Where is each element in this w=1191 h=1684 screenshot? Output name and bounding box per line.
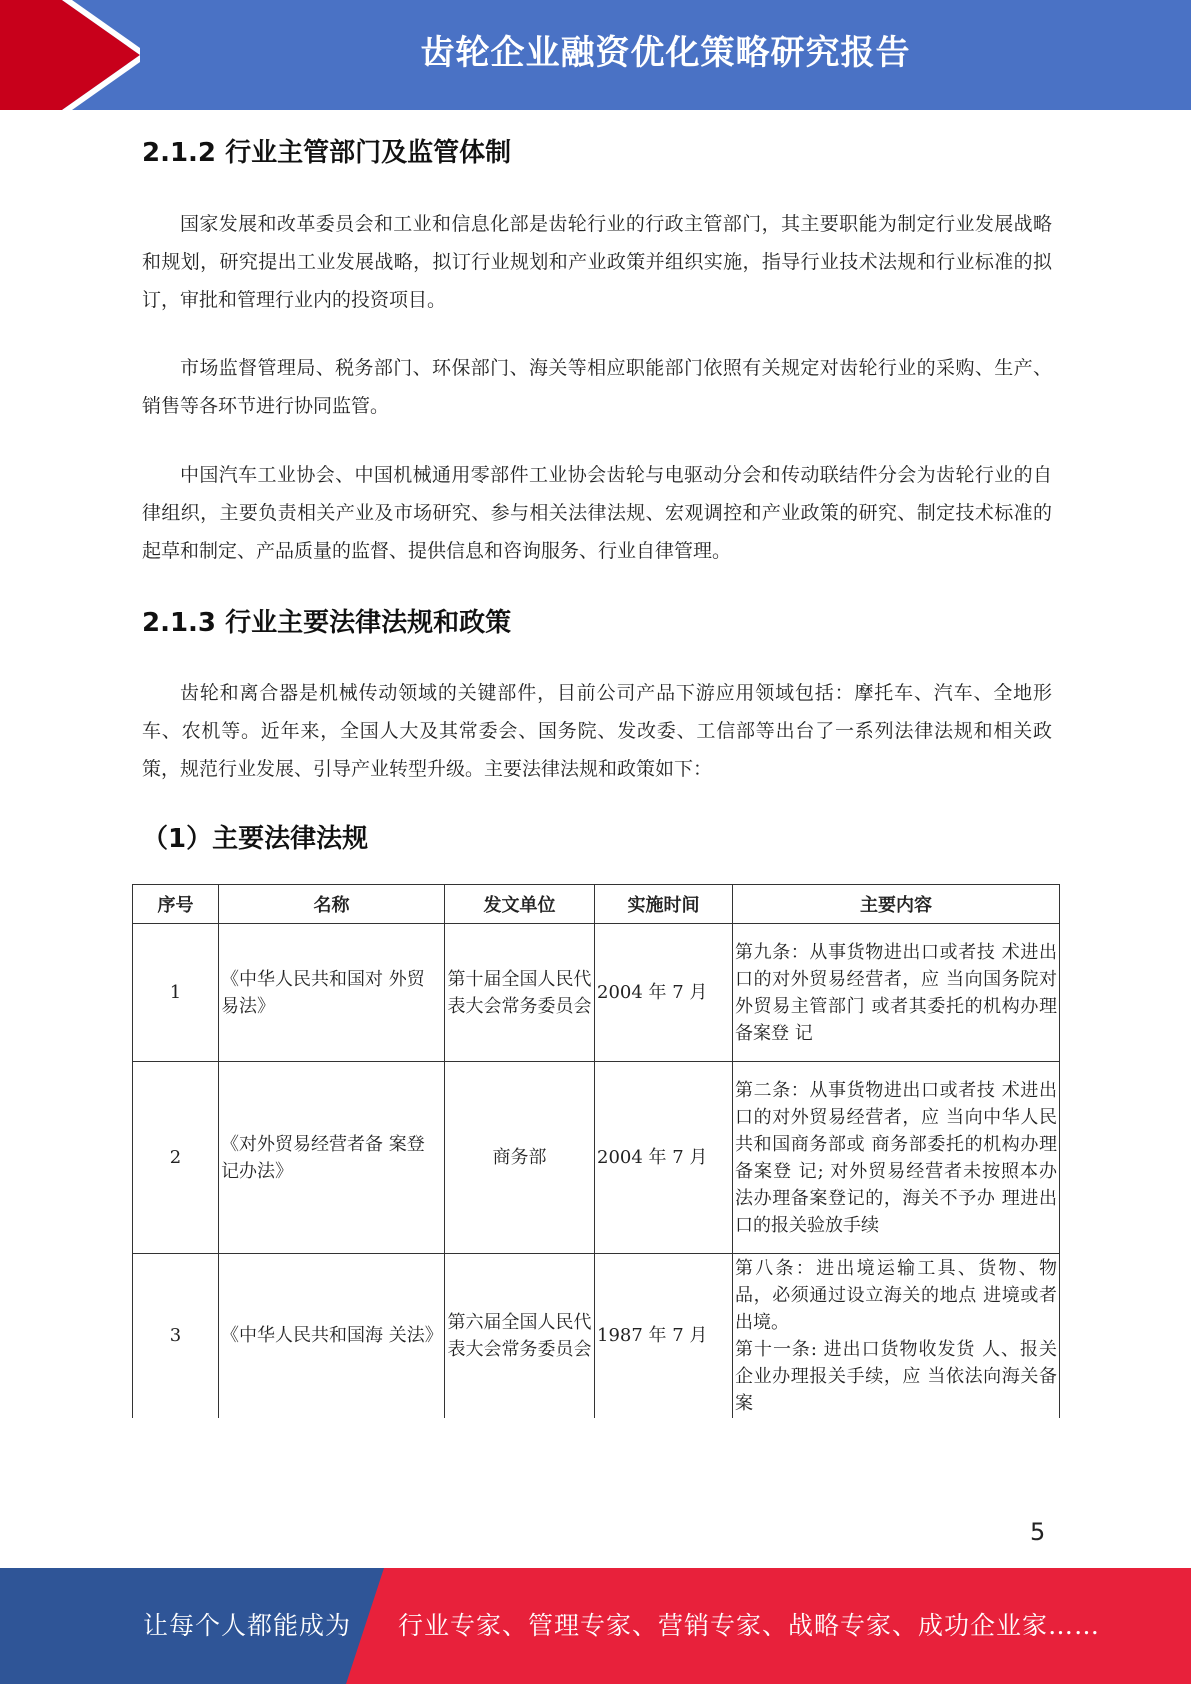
cell-name: 《中华人民共和国对 外贸易法》 [219,924,445,1062]
cell-content: 第二条：从事货物进出口或者技 术进出口的对外贸易经营者，应 当向中华人民共和国商务部或 商务部委托的机构办理备案登 记; 对外贸易经营者未按照本办 法办理备案登记的，海关不予办 理进出口的报关验放手续 [733,1062,1060,1254]
table-row [133,924,1060,1062]
header-red-arrow-decoration [0,0,140,110]
laws-table [132,884,1060,1418]
cell-content: 第八条：进出境运输工具、货物、物品，必须通过设立海关的地点 进境或者出境。 第十一条: 进出口货物收发货 人、报关企业办理报关手续，应 当依法向海关备案 [733,1254,1060,1418]
table-header-row [133,885,1060,924]
paragraph-supervision: 市场监督管理局、税务部门、环保部门、海关等相应职能部门依照有关规定对齿轮行业的采购、生产、销售等各环节进行协同监管。 [142,357,1052,417]
table-row [133,1254,1060,1418]
cell-content: 第九条：从事货物进出口或者技 术进出口的对外贸易经营者，应 当向国务院对外贸易主管部门 或者其委托的机构办理备案登 记 [733,924,1060,1062]
cell-no: 1 [133,924,219,1062]
subheading-main-laws: （1）主要法律法规 [142,824,369,854]
cell-date: 2004 年 7 月 [595,1062,733,1254]
cell-date: 2004 年 7 月 [595,924,733,1062]
footer-slogan-right: 行业专家、管理专家、营销专家、战略专家、成功企业家…… [398,1611,1101,1640]
header-date: 实施时间 [595,885,733,924]
cell-issuer: 第六届全国人民代表大会常务委员会 [445,1254,595,1418]
paragraph-self-regulation: 中国汽车工业协会、中国机械通用零部件工业协会齿轮与电驱动分会和传动联结件分会为齿轮行业的自律组织，主要负责相关产业及市场研究、参与相关法律法规、宏观调控和产业政策的研究、制定技术标准的起草和制定、产品质量的监督、提供信息和咨询服务、行业自律管理。 [142,464,1052,562]
cell-name: 《中华人民共和国海 关法》 [219,1254,445,1418]
page-number: 5 [1030,1518,1046,1546]
page-header [0,0,1191,110]
cell-date: 1987 年 7 月 [595,1254,733,1418]
section-heading-2-1-2: 2.1.2 行业主管部门及监管体制 [142,138,512,168]
paragraph-regulators: 国家发展和改革委员会和工业和信息化部是齿轮行业的行政主管部门，其主要职能为制定行业发展战略和规划，研究提出工业发展战略，拟订行业规划和产业政策并组织实施，指导行业技术法规和行业标准的拟订，审批和管理行业内的投资项目。 [142,213,1052,311]
paragraph-laws-intro: 齿轮和离合器是机械传动领域的关键部件，目前公司产品下游应用领域包括：摩托车、汽车、全地形车、农机等。近年来，全国人大及其常委会、国务院、发改委、工信部等出台了一系列法律法规和相关政策，规范行业发展、引导产业转型升级。主要法律法规和政策如下： [142,682,1052,780]
table-row [133,1062,1060,1254]
cell-no: 3 [133,1254,219,1418]
page-footer [0,1568,1191,1684]
report-title: 齿轮企业融资优化策略研究报告 [420,33,911,73]
header-content: 主要内容 [733,885,1060,924]
cell-name: 《对外贸易经营者备 案登记办法》 [219,1062,445,1254]
cell-issuer: 第十届全国人民代表大会常务委员会 [445,924,595,1062]
cell-no: 2 [133,1062,219,1254]
footer-slogan-left: 让每个人都能成为 [143,1611,352,1640]
header-issuer: 发文单位 [445,885,595,924]
section-heading-2-1-3: 2.1.3 行业主要法律法规和政策 [142,608,512,638]
header-no: 序号 [133,885,219,924]
header-name: 名称 [219,885,445,924]
cell-issuer: 商务部 [445,1062,595,1254]
